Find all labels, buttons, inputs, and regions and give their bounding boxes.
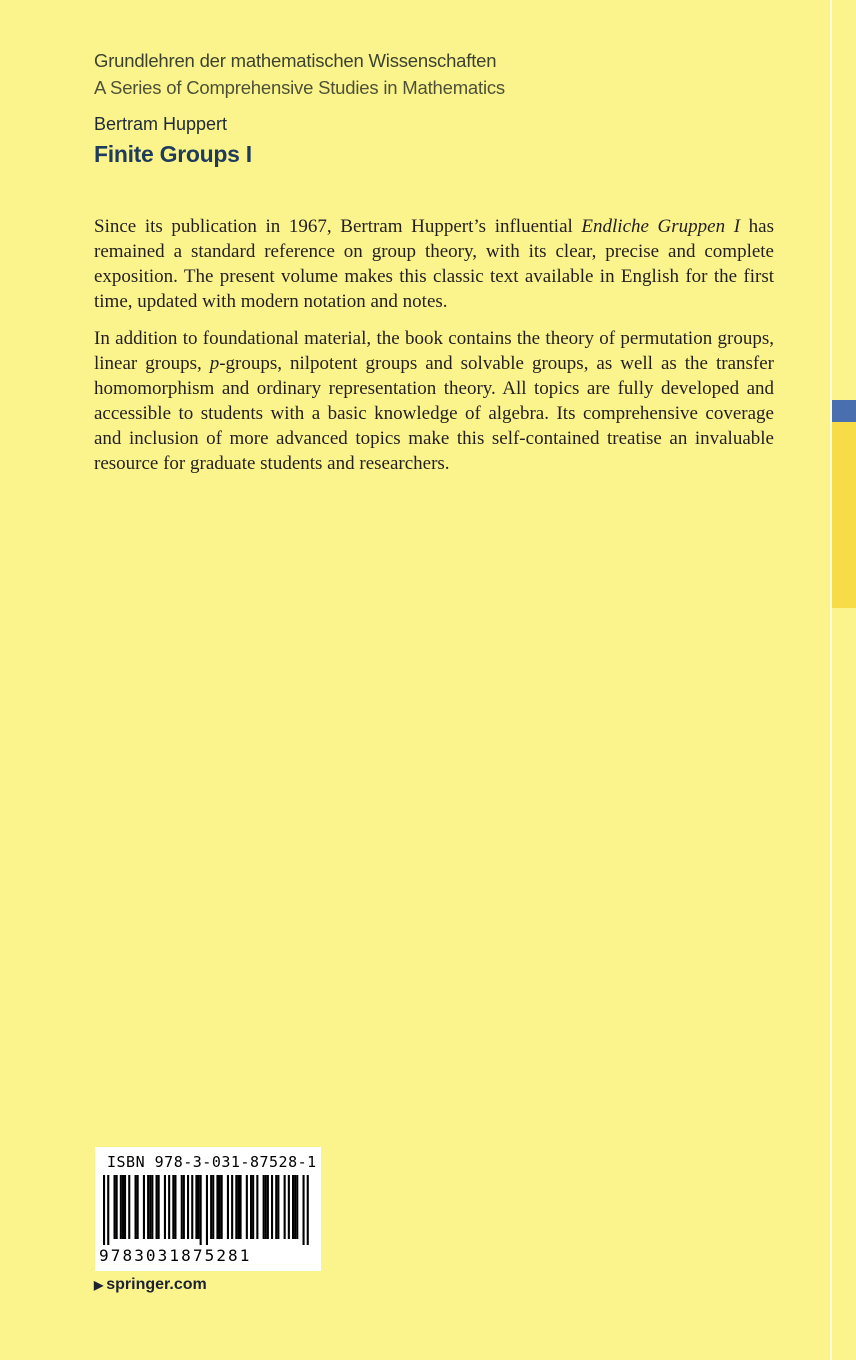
- barcode-bar: [147, 1175, 149, 1239]
- barcode-bar: [219, 1175, 221, 1239]
- barcode-bar: [216, 1175, 218, 1239]
- barcode-bar: [206, 1175, 208, 1245]
- barcode-bar: [256, 1175, 258, 1239]
- barcode-bar: [294, 1175, 296, 1239]
- barcode-bar: [156, 1175, 158, 1239]
- barcode-bar: [284, 1175, 286, 1239]
- barcode-bar: [288, 1175, 290, 1239]
- barcode-bar: [107, 1175, 109, 1245]
- barcode-bar: [151, 1175, 153, 1239]
- barcode-bar: [195, 1175, 197, 1239]
- description-paragraph-2: [94, 326, 774, 476]
- barcode-bar: [120, 1175, 122, 1239]
- series-title: Grundlehren der mathematischen Wissenschaften: [94, 50, 497, 71]
- barcode-bar: [221, 1175, 223, 1239]
- series-heading: [94, 47, 505, 101]
- barcode-bar: [250, 1175, 252, 1239]
- spine-edge: [830, 0, 856, 1360]
- barcode: [95, 1147, 321, 1271]
- barcode-bar: [265, 1175, 267, 1239]
- barcode-bar: [200, 1175, 202, 1245]
- barcode-bar: [267, 1175, 269, 1239]
- barcode-bar: [164, 1175, 166, 1239]
- p2-italic-p: p: [209, 353, 220, 374]
- barcode-bar: [307, 1175, 309, 1245]
- barcode-bar: [128, 1175, 130, 1239]
- barcode-bar: [183, 1175, 185, 1239]
- barcode-bar: [122, 1175, 124, 1239]
- barcode-bar: [292, 1175, 294, 1239]
- barcode-digits: 9783031875281: [99, 1246, 252, 1265]
- barcode-bar: [158, 1175, 160, 1239]
- barcode-bar: [231, 1175, 233, 1239]
- barcode-bar: [296, 1175, 298, 1239]
- barcode-bar: [210, 1175, 212, 1239]
- barcode-bar: [149, 1175, 151, 1239]
- arrow-icon: ▶: [94, 1278, 104, 1292]
- publisher-link[interactable]: [94, 1276, 207, 1294]
- barcode-bar: [116, 1175, 118, 1239]
- p2-text-b: -groups, nilpotent groups and solvable groups, as well as the transfer homomorphism and ordinary representation theory. All topics are fully developed and accessible to students with a basic knowledge of algebra. Its comprehensive coverage and inclusion of more advanced topics make this self-contained treatise an invaluable resource for graduate students and researchers.: [94, 353, 774, 474]
- barcode-bars: [103, 1175, 313, 1245]
- barcode-bar: [237, 1175, 239, 1239]
- isbn-label: ISBN 978-3-031-87528-1: [107, 1153, 317, 1171]
- barcode-bar: [103, 1175, 105, 1245]
- barcode-bar: [235, 1175, 237, 1239]
- color-tab-blue: [832, 400, 856, 422]
- book-description: [94, 214, 774, 488]
- barcode-bar: [275, 1175, 277, 1239]
- barcode-bar: [227, 1175, 229, 1239]
- barcode-bar: [198, 1175, 200, 1239]
- barcode-bar: [124, 1175, 126, 1239]
- p1-text-a: Since its publication in 1967, Bertram Huppert’s influential: [94, 216, 582, 237]
- p1-italic-title: Endliche Gruppen I: [581, 216, 741, 237]
- barcode-bar: [114, 1175, 116, 1239]
- barcode-bar: [181, 1175, 183, 1239]
- barcode-bar: [277, 1175, 279, 1239]
- barcode-bar: [168, 1175, 170, 1239]
- book-author: Bertram Huppert: [94, 114, 228, 134]
- p2-text-a: In addition to foundational material, the book contains the theory of permutation groups, linear groups,: [94, 328, 774, 374]
- series-subtitle: A Series of Comprehensive Studies in Mathematics: [94, 77, 505, 98]
- barcode-bar: [252, 1175, 254, 1239]
- barcode-bar: [187, 1175, 189, 1239]
- barcode-bar: [172, 1175, 174, 1239]
- book-title: Finite Groups I: [94, 141, 252, 167]
- barcode-bar: [303, 1175, 305, 1245]
- barcode-bar: [137, 1175, 139, 1239]
- barcode-bar: [212, 1175, 214, 1239]
- barcode-bar: [143, 1175, 145, 1239]
- barcode-bar: [271, 1175, 273, 1239]
- color-tab-yellow: [832, 422, 856, 608]
- p1-text-b: has remained a standard reference on group theory, with its clear, precise and complete exposition. The present volume makes this classic text available in English for the first time, updated with modern notation and notes.: [94, 216, 775, 312]
- barcode-bar: [174, 1175, 176, 1239]
- barcode-bar: [263, 1175, 265, 1239]
- barcode-bar: [240, 1175, 242, 1239]
- publisher-website: springer.com: [106, 1276, 207, 1293]
- barcode-bar: [191, 1175, 193, 1239]
- barcode-bar: [135, 1175, 137, 1239]
- barcode-bar: [246, 1175, 248, 1239]
- description-paragraph-1: [94, 214, 774, 314]
